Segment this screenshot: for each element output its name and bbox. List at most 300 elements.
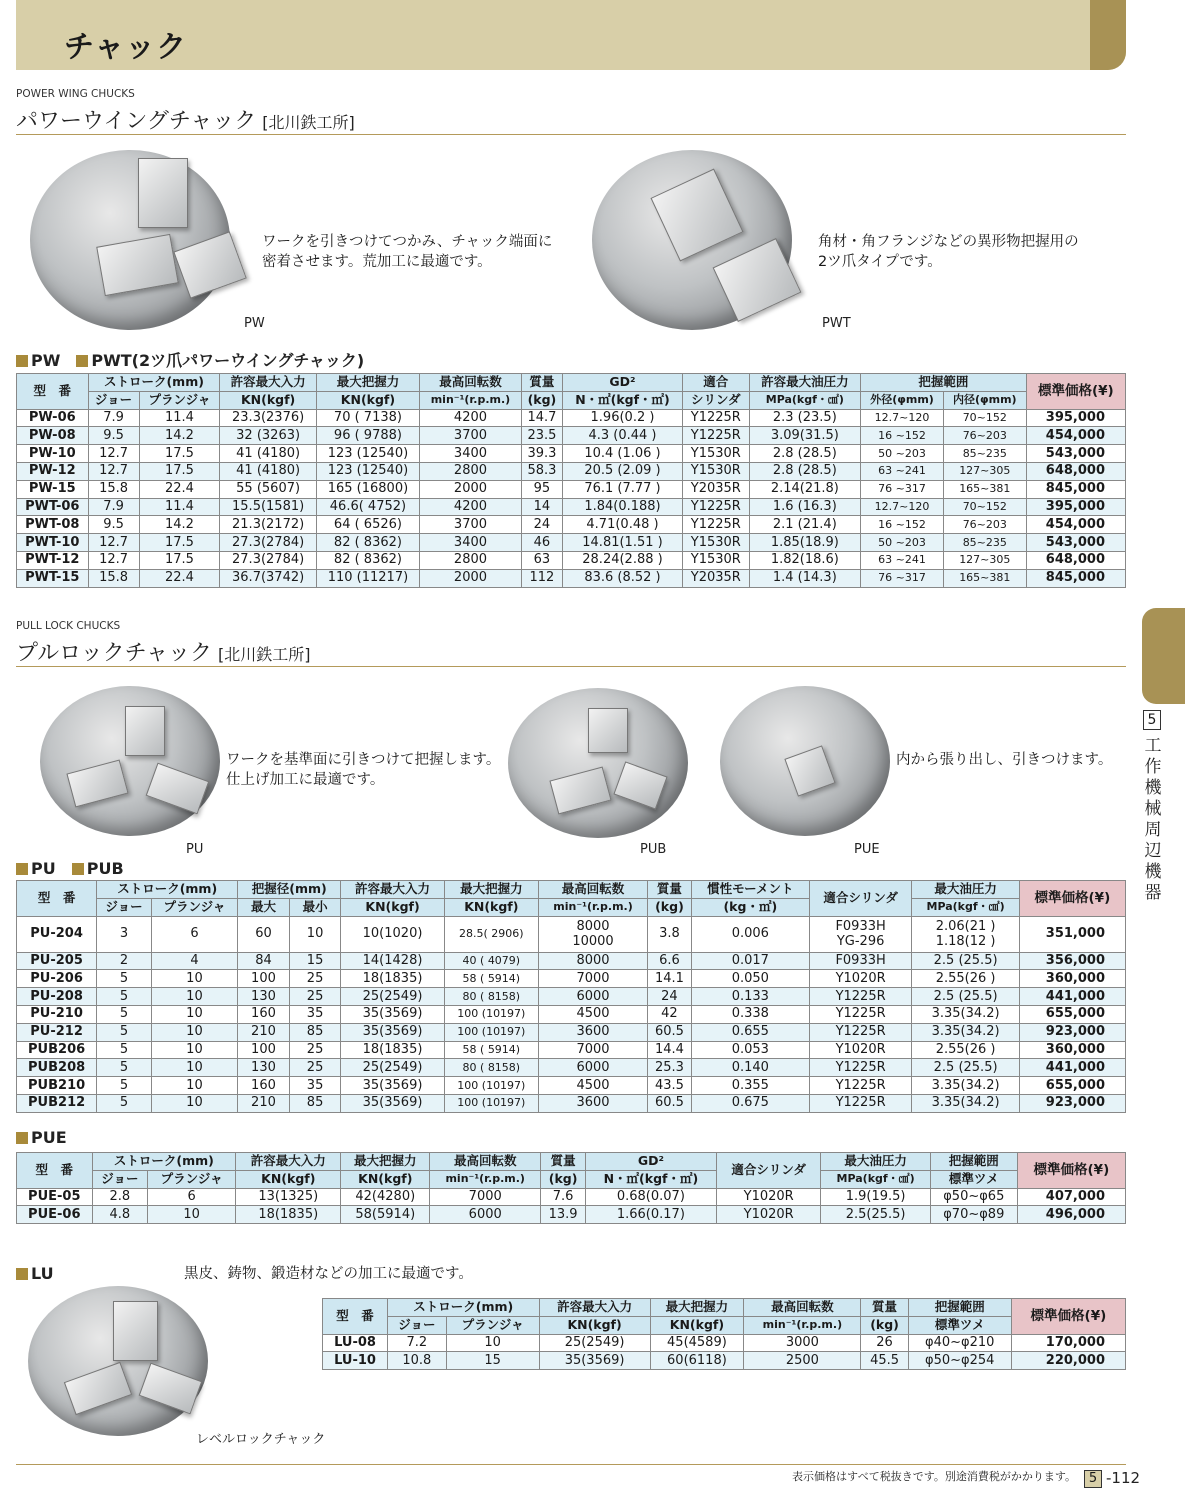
model-cell: PUB210: [17, 1077, 97, 1095]
pwt-caption: PWT: [822, 316, 851, 331]
model-cell: PW-10: [17, 445, 89, 463]
table-row: [323, 1352, 1126, 1370]
table-cell: 3.35(34.2): [912, 1077, 1019, 1095]
table-cell: 4200: [420, 498, 522, 516]
table-row: [17, 427, 1126, 445]
model-cell: PUB208: [17, 1059, 97, 1077]
price-cell: 923,000: [1019, 1094, 1125, 1112]
table-cell: 1.84(0.188): [562, 498, 682, 516]
table-cell: 42: [648, 1005, 692, 1023]
table-cell: 0.017: [691, 952, 809, 970]
page-title: チャック: [64, 30, 188, 65]
table-cell: 42(4280): [341, 1188, 430, 1206]
table-cell: 25: [289, 988, 341, 1006]
table-cell: 160: [238, 1077, 290, 1095]
price-cell: 655,000: [1019, 1005, 1125, 1023]
lu-chuck-photo: [28, 1286, 208, 1436]
table-cell: 1.82(18.6): [749, 551, 861, 569]
table-cell: 45.5: [861, 1352, 908, 1370]
table-cell: 100 (10197): [444, 1023, 538, 1041]
table-cell: 130: [238, 988, 290, 1006]
table-cell: 27.3(2784): [220, 551, 317, 569]
table-cell: Y2035R: [683, 569, 749, 587]
table-cell: 25: [289, 1059, 341, 1077]
table-cell: 85~235: [943, 534, 1026, 552]
table-cell: 25: [289, 1041, 341, 1059]
table-cell: 20.5 (2.09 ): [562, 462, 682, 480]
model-cell: PW-06: [17, 409, 89, 427]
table-cell: 16 ~152: [861, 516, 944, 534]
table-cell: 25(2549): [341, 1059, 444, 1077]
table-cell: Y1225R: [809, 1077, 912, 1095]
table-cell: 130: [238, 1059, 290, 1077]
table-cell: 4500: [538, 1005, 647, 1023]
model-cell: PW-12: [17, 462, 89, 480]
chapter-label: 工作機械周辺機器: [1144, 736, 1162, 903]
table-cell: 35(3569): [341, 1023, 444, 1041]
table-cell: 11.4: [139, 498, 220, 516]
table-cell: 63 ~241: [861, 551, 944, 569]
table-cell: 60.5: [648, 1023, 692, 1041]
table-cell: 1.85(18.9): [749, 534, 861, 552]
table-cell: 45(4589): [650, 1334, 744, 1352]
lu-spec-table: 型 番 ストローク(mm) 許容最大入力 最大把握力 最高回転数 質量 把握範囲 標準価格(¥) ジョー プランジャ KN(kgf) KN(kgf) min⁻¹(r.p.m.) (kg) 標準ツメ LU-08 7.2 10 25(2549) 45(4589) 3000 26 φ40~φ210 170,000 LU-10 10.8 15 35(3569) 60(6118) 2500 45.5 φ50~φ254 220,000: [322, 1298, 1126, 1370]
table-cell: 16 ~152: [861, 427, 944, 445]
table-cell: 4500: [538, 1077, 647, 1095]
table-cell: 2.8 (28.5): [749, 462, 861, 480]
table-cell: Y1020R: [716, 1188, 821, 1206]
table-row: [17, 534, 1126, 552]
table-row: [17, 952, 1126, 970]
table-cell: 15: [446, 1352, 539, 1370]
table-cell: 76~203: [943, 427, 1026, 445]
table-cell: 7000: [430, 1188, 541, 1206]
table-cell: 14.7: [521, 409, 562, 427]
table-cell: 17.5: [139, 534, 220, 552]
table-cell: 2.1 (21.4): [749, 516, 861, 534]
table-cell: 0.050: [691, 970, 809, 988]
table-cell: 58 ( 5914): [444, 970, 538, 988]
table-cell: 76 ~317: [861, 569, 944, 587]
table-cell: 12.7~120: [861, 498, 944, 516]
table-cell: Y1225R: [683, 516, 749, 534]
table-cell: 96 ( 9788): [316, 427, 419, 445]
model-cell: PU-205: [17, 952, 97, 970]
table-cell: 8000: [538, 952, 647, 970]
table-cell: 15.5(1581): [220, 498, 317, 516]
price-cell: 845,000: [1026, 480, 1125, 498]
table-cell: 0.355: [691, 1077, 809, 1095]
table-cell: 160: [238, 1005, 290, 1023]
model-cell: PU-210: [17, 1005, 97, 1023]
table-row: [17, 1188, 1126, 1206]
table-cell: 9.5: [88, 427, 139, 445]
table-cell: 82 ( 8362): [316, 534, 419, 552]
model-cell: PUE-06: [17, 1206, 93, 1224]
table-cell: 100 (10197): [444, 1005, 538, 1023]
price-cell: 496,000: [1017, 1206, 1125, 1224]
table-cell: 60(6118): [650, 1352, 744, 1370]
table-cell: Y1530R: [683, 445, 749, 463]
table-cell: 21.3(2172): [220, 516, 317, 534]
price-cell: 407,000: [1017, 1188, 1125, 1206]
table-cell: 40 ( 4079): [444, 952, 538, 970]
model-cell: PWT-08: [17, 516, 89, 534]
price-cell: 543,000: [1026, 534, 1125, 552]
price-cell: 441,000: [1019, 988, 1125, 1006]
table-cell: 95: [521, 480, 562, 498]
section2-en-title: PULL LOCK CHUCKS: [16, 620, 121, 632]
table-cell: 46.6( 4752): [316, 498, 419, 516]
table-cell: 23.5: [521, 427, 562, 445]
table-cell: 7.2: [388, 1334, 447, 1352]
table-cell: 3700: [420, 427, 522, 445]
table-cell: 127~305: [943, 551, 1026, 569]
pue-spec-table: 型 番 ストローク(mm) 許容最大入力 最大把握力 最高回転数 質量 GD² 適合シリンダ 最大油圧力 把握範囲 標準価格(¥) ジョー プランジャ KN(kgf) KN(kgf) min⁻¹(r.p.m.) (kg) N・㎡(kgf・㎡) MPa(kgf・㎠) 標準ツメ PUE-05 2.8 6 13(1325) 42(4280) 7000 7.6 0.68(0.07) Y1020R 1.9(19.5) φ50~φ65 407,000 PUE-06 4.8 10 18(1835) 58(5914) 6000 13.9 1.66(0.17) Y1020R 2.5(25.5) φ70~φ89 496,000: [16, 1152, 1126, 1224]
price-cell: 395,000: [1026, 409, 1125, 427]
table-cell: 4.3 (0.44 ): [562, 427, 682, 445]
table-cell: 4: [151, 952, 237, 970]
table-cell: 13(1325): [236, 1188, 341, 1206]
model-cell: LU-10: [323, 1352, 388, 1370]
table-cell: 36.7(3742): [220, 569, 317, 587]
table-cell: 1.96(0.2 ): [562, 409, 682, 427]
table-cell: 7.6: [541, 1188, 586, 1206]
price-cell: 454,000: [1026, 516, 1125, 534]
pue-subhead: PUE: [16, 1128, 67, 1147]
lu-description: 黒皮、鋳物、鍛造材などの加工に最適です。: [184, 1266, 473, 1282]
section1-rule: [16, 134, 1126, 135]
pu-spec-table: 型 番 ストローク(mm) 把握径(mm) 許容最大入力 最大把握力 最高回転数 質量 慣性モーメント 適合シリンダ 最大油圧力 標準価格(¥) ジョー プランジャ 最大 最小 KN(kgf) KN(kgf) min⁻¹(r.p.m.) (kg) (kg・㎡) MPa(kgf・㎠) PU-204 3 6 60 10 10(1020) 28.5( 2906) 8000 10000 3.8 0.006 F0933H YG-296 2.06(21 ) 1.18(12 ) 351,000 PU-205 2 4 84 15 14(1428) 40 ( 4079) 8000 6.6 0.017 F0933H 2.5 (25.5) 356,000 PU-206 5 10 100 25 18(1835) 58 ( 5914) 7000 14.1 0.050 Y1020R 2.55(26 ) 360,000 PU-208 5 10 130 25 25(2549) 80 ( 8158) 6000 24 0.133 Y1225R 2.5 (25.5) 441,000 PU-210 5 10 160 35 35(3569) 100 (10197) 4500 42 0.338 Y1225R 3.35(34.2) 655,000 PU-212 5 10 210 85 35(3569) 100 (10197) 3600 60.5 0.655 Y1225R 3.35(34.2) 923,000 PUB206 5 10 100 25 18(1835) 58 ( 5914) 7000 14.4 0.053 Y1020R 2.55(26 ) 360,000 PUB208 5 10 130 25 25(2549) 80 ( 8158) 6000 25.3 0.140 Y1225R 2.5 (25.5) 441,000 PUB210 5 10 160 35 35(3569) 100 (10197) 4500 43.5 0.355 Y1225R 3.35(34.2) 655,000 PUB212 5 10 210 85 35(3569) 100 (10197) 3600 60.5 0.675 Y1225R 3.35(34.2) 923,000: [16, 880, 1126, 1113]
footer-tax-note: 表示価格はすべて税抜きです。別途消費税がかかります。: [792, 1470, 1077, 1483]
table-cell: 5: [97, 1041, 152, 1059]
section2-title: プルロックチャック [北川鉄工所]: [16, 641, 311, 666]
price-cell: 648,000: [1026, 551, 1125, 569]
table-cell: 10: [151, 1005, 237, 1023]
table-cell: 26: [861, 1334, 908, 1352]
table-cell: 10: [151, 1077, 237, 1095]
table-cell: 63: [521, 551, 562, 569]
price-cell: 845,000: [1026, 569, 1125, 587]
table-cell: Y1225R: [683, 498, 749, 516]
table-cell: 35(3569): [539, 1352, 650, 1370]
table-cell: φ50~φ254: [908, 1352, 1011, 1370]
table-cell: 10: [151, 1041, 237, 1059]
table-cell: 6000: [430, 1206, 541, 1224]
table-cell: 2500: [744, 1352, 861, 1370]
price-cell: 356,000: [1019, 952, 1125, 970]
pu-chuck-photo: [40, 686, 220, 836]
table-cell: 2000: [420, 569, 522, 587]
table-cell: 14: [521, 498, 562, 516]
table-row: [323, 1334, 1126, 1352]
table-cell: 123 (12540): [316, 462, 419, 480]
model-cell: PW-15: [17, 480, 89, 498]
table-row: [17, 1206, 1126, 1224]
table-cell: 14.2: [139, 516, 220, 534]
table-cell: φ40~φ210: [908, 1334, 1011, 1352]
pub-chuck-photo: [508, 688, 688, 838]
table-cell: 2000: [420, 480, 522, 498]
pwt-description: 角材・角フランジなどの異形物把握用の 2ツ爪タイプです。: [818, 234, 1079, 270]
table-cell: 80 ( 8158): [444, 988, 538, 1006]
pu-caption: PU: [186, 842, 204, 857]
table-cell: 12.7~120: [861, 409, 944, 427]
table-cell: 10: [148, 1206, 236, 1224]
table-cell: 70~152: [943, 498, 1026, 516]
table-cell: 110 (11217): [316, 569, 419, 587]
table-cell: 14.81(1.51 ): [562, 534, 682, 552]
model-cell: PUE-05: [17, 1188, 93, 1206]
model-cell: PWT-15: [17, 569, 89, 587]
table-cell: 100 (10197): [444, 1077, 538, 1095]
pue-chuck-photo: [720, 686, 890, 836]
table-cell: 2.5 (25.5): [912, 1059, 1019, 1077]
pw-pwt-subhead: PW PWT(2ツ爪パワーウイングチャック): [16, 348, 364, 371]
table-row: [17, 462, 1126, 480]
footer-chapter-number: 5: [1084, 1470, 1102, 1488]
table-cell: 9.5: [88, 516, 139, 534]
price-cell: 170,000: [1011, 1334, 1125, 1352]
price-cell: 360,000: [1019, 970, 1125, 988]
price-cell: 441,000: [1019, 1059, 1125, 1077]
table-cell: 2.8 (28.5): [749, 445, 861, 463]
table-cell: 165~381: [943, 480, 1026, 498]
page-number: -112: [1106, 1469, 1141, 1487]
table-cell: 0.140: [691, 1059, 809, 1077]
table-cell: Y1225R: [683, 427, 749, 445]
pub-caption: PUB: [640, 842, 667, 857]
table-cell: 5: [97, 970, 152, 988]
table-cell: 17.5: [139, 445, 220, 463]
table-cell: 6000: [538, 988, 647, 1006]
table-cell: 165 (16800): [316, 480, 419, 498]
table-cell: 7.9: [88, 409, 139, 427]
table-cell: 41 (4180): [220, 462, 317, 480]
table-cell: 25(2549): [341, 988, 444, 1006]
table-cell: 76~203: [943, 516, 1026, 534]
pue-caption: PUE: [854, 842, 880, 857]
table-cell: 32 (3263): [220, 427, 317, 445]
table-cell: 18(1835): [341, 970, 444, 988]
table-cell: 0.68(0.07): [585, 1188, 716, 1206]
table-cell: 28.24(2.88 ): [562, 551, 682, 569]
table-row: [17, 1005, 1126, 1023]
table-row: PU-204 3 6 60 10 10(1020) 28.5( 2906) 8000 10000 3.8 0.006 F0933H YG-296 2.06(21 ) 1.18(12 ) 351,000: [17, 916, 1126, 952]
table-cell: 43.5: [648, 1077, 692, 1095]
table-cell: 25(2549): [539, 1334, 650, 1352]
table-row: [17, 516, 1126, 534]
table-cell: 123 (12540): [316, 445, 419, 463]
table-cell: 5: [97, 1005, 152, 1023]
table-cell: 5: [97, 988, 152, 1006]
table-cell: 46: [521, 534, 562, 552]
table-cell: 27.3(2784): [220, 534, 317, 552]
price-cell: 543,000: [1026, 445, 1125, 463]
table-row: [17, 1094, 1126, 1112]
table-cell: 2.3 (23.5): [749, 409, 861, 427]
lu-subhead: LU: [16, 1264, 54, 1283]
table-cell: 6000: [538, 1059, 647, 1077]
table-cell: Y1020R: [809, 1041, 912, 1059]
table-cell: 3700: [420, 516, 522, 534]
table-cell: 112: [521, 569, 562, 587]
pw-chuck-photo: [30, 150, 230, 330]
table-row: [17, 988, 1126, 1006]
table-cell: 5: [97, 1077, 152, 1095]
table-cell: 35(3569): [341, 1094, 444, 1112]
table-cell: 63 ~241: [861, 462, 944, 480]
table-cell: 80 ( 8158): [444, 1059, 538, 1077]
section1-title: パワーウイングチャック [北川鉄工所]: [16, 109, 355, 134]
table-cell: 85: [289, 1023, 341, 1041]
table-cell: 2.8: [92, 1188, 148, 1206]
table-cell: 7000: [538, 1041, 647, 1059]
model-cell: PUB206: [17, 1041, 97, 1059]
table-cell: 3.35(34.2): [912, 1023, 1019, 1041]
table-cell: Y1225R: [809, 1094, 912, 1112]
table-cell: φ50~φ65: [930, 1188, 1017, 1206]
chapter-number: 5: [1143, 710, 1161, 730]
table-cell: 12.7: [88, 445, 139, 463]
pu-description: ワークを基準面に引きつけて把握します。 仕上げ加工に最適です。: [226, 752, 501, 788]
model-cell: PW-08: [17, 427, 89, 445]
table-cell: 12.7: [88, 551, 139, 569]
table-cell: 83.6 (8.52 ): [562, 569, 682, 587]
model-cell: PWT-12: [17, 551, 89, 569]
table-cell: 0.338: [691, 1005, 809, 1023]
table-cell: 14.4: [648, 1041, 692, 1059]
table-cell: 3600: [538, 1094, 647, 1112]
table-cell: 15.8: [88, 569, 139, 587]
table-cell: 22.4: [139, 480, 220, 498]
table-cell: 70 ( 7138): [316, 409, 419, 427]
table-cell: 100: [238, 1041, 290, 1059]
price-cell: 360,000: [1019, 1041, 1125, 1059]
table-cell: 2800: [420, 551, 522, 569]
table-cell: 10: [151, 1023, 237, 1041]
table-cell: 10: [151, 1094, 237, 1112]
table-cell: 1.66(0.17): [585, 1206, 716, 1224]
header-tab: [1090, 0, 1126, 70]
table-cell: 17.5: [139, 462, 220, 480]
pue-description: 内から張り出し、引きつけます。: [896, 752, 1113, 768]
table-cell: 58 ( 5914): [444, 1041, 538, 1059]
model-cell: LU-08: [323, 1334, 388, 1352]
section2-rule: [16, 666, 1126, 667]
table-cell: 14(1428): [341, 952, 444, 970]
table-cell: 12.7: [88, 462, 139, 480]
table-cell: Y1020R: [809, 970, 912, 988]
table-cell: 3400: [420, 445, 522, 463]
model-cell: PU-208: [17, 988, 97, 1006]
table-cell: 84: [238, 952, 290, 970]
table-cell: 3600: [538, 1023, 647, 1041]
table-cell: 35(3569): [341, 1005, 444, 1023]
table-cell: 3000: [744, 1334, 861, 1352]
table-cell: 24: [648, 988, 692, 1006]
table-cell: Y1530R: [683, 462, 749, 480]
price-cell: 655,000: [1019, 1077, 1125, 1095]
table-row: [17, 970, 1126, 988]
table-cell: 2: [97, 952, 152, 970]
lu-caption: レベルロックチャック: [196, 1432, 326, 1447]
table-cell: 25: [289, 970, 341, 988]
table-cell: 15: [289, 952, 341, 970]
table-cell: 14.1: [648, 970, 692, 988]
table-cell: Y1225R: [809, 1059, 912, 1077]
table-cell: F0933H: [809, 952, 912, 970]
table-cell: 35: [289, 1077, 341, 1095]
model-cell: PU-206: [17, 970, 97, 988]
table-cell: 13.9: [541, 1206, 586, 1224]
table-cell: Y1020R: [716, 1206, 821, 1224]
table-cell: 100: [238, 970, 290, 988]
table-cell: Y1530R: [683, 534, 749, 552]
price-cell: 648,000: [1026, 462, 1125, 480]
table-cell: 210: [238, 1023, 290, 1041]
table-cell: 82 ( 8362): [316, 551, 419, 569]
table-row: [17, 1041, 1126, 1059]
table-cell: Y2035R: [683, 480, 749, 498]
table-cell: 23.3(2376): [220, 409, 317, 427]
table-cell: 58(5914): [341, 1206, 430, 1224]
table-row: [17, 409, 1126, 427]
table-cell: 10: [446, 1334, 539, 1352]
table-cell: Y1225R: [809, 1023, 912, 1041]
pw-spec-table: 型 番 ストローク(mm) 許容最大入力 最大把握力 最高回転数 質量 GD² 適合 許容最大油圧力 把握範囲 標準価格(¥) ジョー プランジャ KN(kgf) KN(kgf) min⁻¹(r.p.m.) (kg) N・㎡(kgf・㎡) シリンダ MPa(kgf・㎠) 外径(φmm) 内径(φmm) PW-06 7.9 11.4 23.3(2376) 70 ( 7138) 4200 14.7 1.96(0.2 ) Y1225R 2.3 (23.5) 12.7~120 70~152 395,000 PW-08 9.5 14.2 32 (3263) 96 ( 9788) 3700 23.5 4.3 (0.44 ) Y1225R 3.09(31.5) 16 ~152 76~203 454,000 PW-10 12.7 17.5 41 (4180) 123 (12540) 3400 39.3 10.4 (1.06 ) Y1530R 2.8 (28.5) 50 ~203 85~235 543,000 PW-12 12.7 17.5 41 (4180) 123 (12540) 2800 58.3 20.5 (2.09 ) Y1530R 2.8 (28.5) 63 ~241 127~305 648,000 PW-15 15.8 22.4 55 (5607) 165 (16800) 2000 95 76.1 (7.77 ) Y2035R 2.14(21.8) 76 ~317 165~381 845,000 PWT-06 7.9 11.4 15.5(1581) 46.6( 4752) 4200 14 1.84(0.188) Y1225R 1.6 (16.3) 12.7~120 70~152 395,000 PWT-08 9.5 14.2 21.3(2172) 64 ( 6526) 3700 24 4.71(0.48 ) Y1225R 2.1 (21.4) 16 ~152 76~203 454,000 PWT-10 12.7 17.5 27.3(2784) 82 ( 8362) 3400 46 14.81(1.51 ) Y1530R 1.85(18.9) 50 ~203 85~235 543,000 PWT-12 12.7 17.5 27.3(2784) 82 ( 8362) 2800 63 28.24(2.88 ) Y1530R 1.82(18.6) 63 ~241 127~305 648,000 PWT-15 15.8 22.4 36.7(3742) 110 (11217) 2000 112 83.6 (8.52 ) Y2035R 1.4 (14.3) 76 ~317 165~381 845,000: [16, 373, 1126, 588]
table-row: [17, 480, 1126, 498]
model-cell: PUB212: [17, 1094, 97, 1112]
table-cell: 3.35(34.2): [912, 1094, 1019, 1112]
table-cell: 6.6: [648, 952, 692, 970]
table-cell: 64 ( 6526): [316, 516, 419, 534]
table-row: [17, 551, 1126, 569]
table-cell: 12.7: [88, 534, 139, 552]
table-cell: 4.8: [92, 1206, 148, 1224]
table-row: [17, 498, 1126, 516]
table-cell: 3400: [420, 534, 522, 552]
table-cell: 10: [151, 988, 237, 1006]
table-cell: 58.3: [521, 462, 562, 480]
table-cell: 6: [148, 1188, 236, 1206]
table-cell: 4.71(0.48 ): [562, 516, 682, 534]
table-cell: 35: [289, 1005, 341, 1023]
price-cell: 220,000: [1011, 1352, 1125, 1370]
table-cell: 39.3: [521, 445, 562, 463]
table-cell: 210: [238, 1094, 290, 1112]
table-cell: 7000: [538, 970, 647, 988]
table-cell: 1.4 (14.3): [749, 569, 861, 587]
table-cell: 50 ~203: [861, 534, 944, 552]
table-cell: 0.655: [691, 1023, 809, 1041]
table-cell: 41 (4180): [220, 445, 317, 463]
table-cell: 0.133: [691, 988, 809, 1006]
table-cell: 15.8: [88, 480, 139, 498]
pu-pub-subhead: PU PUB: [16, 856, 124, 879]
table-row: [17, 445, 1126, 463]
table-cell: 11.4: [139, 409, 220, 427]
table-cell: 22.4: [139, 569, 220, 587]
price-cell: 395,000: [1026, 498, 1125, 516]
table-cell: 35(3569): [341, 1077, 444, 1095]
table-cell: 2.5 (25.5): [912, 988, 1019, 1006]
table-cell: 50 ~203: [861, 445, 944, 463]
table-cell: Y1530R: [683, 551, 749, 569]
table-cell: 1.9(19.5): [821, 1188, 930, 1206]
pw-description: ワークを引きつけてつかみ、チャック端面に 密着させます。荒加工に最適です。: [262, 234, 553, 270]
section1-en-title: POWER WING CHUCKS: [16, 88, 135, 100]
